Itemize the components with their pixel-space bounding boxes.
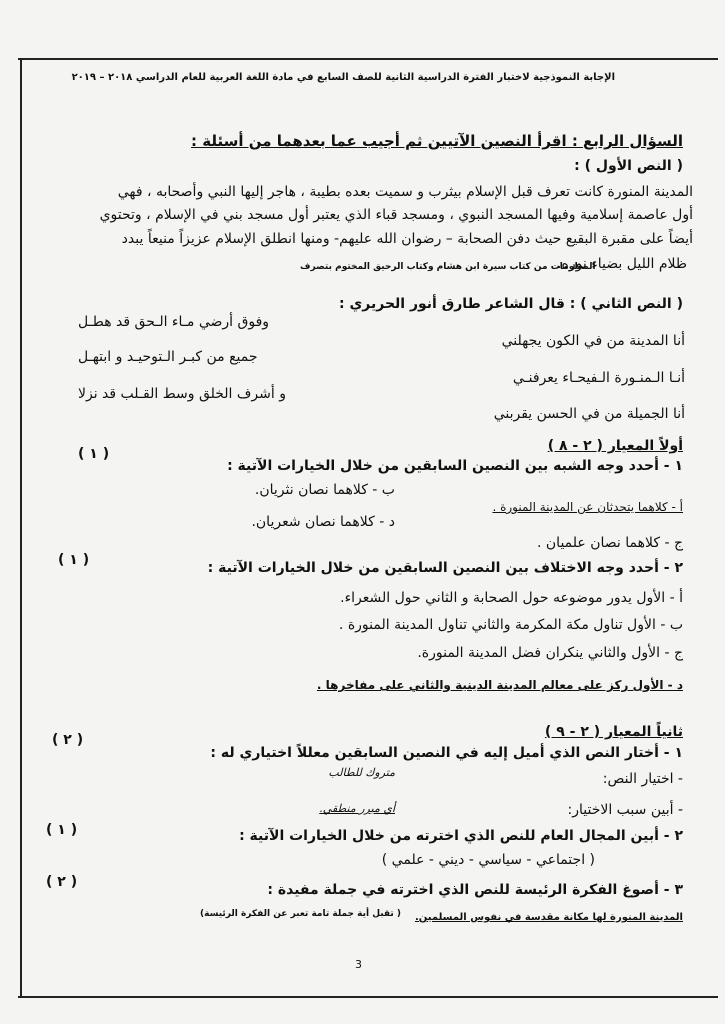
page-frame-bottom (18, 996, 718, 998)
s2-q3-answer: المدينة المنورة لها مكانة مقدسة في نفوس المسلمين. (414, 912, 683, 923)
s1-q2-text: ٢ - أحدد وجه الاختلاف بين النصين السابقين من خلال الخيارات الآتية : (207, 560, 683, 576)
s2-q3-note: ( تقبل أية جملة تامة تعبر عن الفكرة الرئيسة) (200, 909, 402, 919)
s2-q1-choice-label: - اختيار النص: (602, 771, 683, 787)
page-frame-left (20, 58, 22, 998)
section2-title: ثانياً المعيار ( ٢ - ٩ ) (544, 724, 683, 740)
s2-q1-text: ١ - أختار النص الذي أميل إليه في النصين السابقين معللاً اختياري له : (210, 745, 683, 761)
s1-q1-option-a: أ - كلاهما يتحدثان عن المدينة المنورة . (492, 500, 683, 514)
s2-q3-mark: ( ٢ ) (46, 874, 78, 890)
verse-3-right: أنا الجميلة من في الحسن يقربني (493, 406, 685, 422)
s1-q1-text: ١ - أحدد وجه الشبه بين النصين السابقين من خلال الخيارات الآتية : (227, 458, 683, 474)
exam-header: الإجابة النموذجية لاختبار الفترة الدراسية الثانية للصف السابع في مادة اللغة العربية للعام الدراسي ٢٠١٨ – ٢٠١٩ (71, 72, 615, 83)
question-4-title: السؤال الرابع : اقرأ النصين الآتيين ثم أجيب عما بعدهما من أسئلة : (191, 132, 683, 150)
s1-q1-option-d: د - كلاهما نصان شعريان. (251, 514, 395, 530)
s2-q1-reason-handnote: أي مبرر منطقي. (319, 802, 395, 815)
text1-line-2: أول عاصمة إسلامية وفيها المسجد النبوي ، ومسجد قباء الذي يعتبر أول مسجد بني في الإسلام ، وتحتوي (99, 207, 693, 223)
section1-mark: ( ١ ) (78, 446, 110, 462)
s1-q2-mark: ( ١ ) (58, 552, 90, 568)
s2-q1-mark: ( ٢ ) (52, 732, 84, 748)
section1-title: أولاً المعيار ( ٢ - ٨ ) (547, 438, 683, 454)
s2-q2-text: ٢ - أبين المجال العام للنص الذي اخترته من خلال الخيارات الآتية : (239, 828, 683, 844)
s2-q2-options: ( اجتماعي - سياسي - ديني - علمي ) (381, 852, 595, 868)
page-frame-top (18, 58, 718, 60)
text1-source: المعلومات من كتاب سيرة ابن هشام وكتاب الرحيق المختوم بتصرف (300, 262, 596, 272)
s1-q2-option-d: د - الأول ركز على معالم المدينة الدينية والثاني على مفاخرها . (316, 678, 683, 692)
s1-q2-option-b: ب - الأول تناول مكة المكرمة والثاني تناول المدينة المنورة . (338, 617, 683, 633)
s2-q1-reason-label: - أبين سبب الاختيار: (567, 802, 683, 818)
s1-q2-option-c: ج - الأول والثاني ينكران فضل المدينة المنورة. (417, 645, 683, 661)
s1-q1-option-c: ج - كلاهما نصان علميان . (537, 535, 683, 551)
verse-2-right: أنـا الـمنـورة الـفيحـاء يعرفنـي (512, 370, 685, 386)
s2-q3-text: ٣ - أصوغ الفكرة الرئيسة للنص الذي اخترته في جملة مفيدة : (267, 882, 683, 898)
verse-3-left: و أشرف الخلق وسط القـلب قد نزلا (78, 386, 286, 402)
text1-line-4: ظلام الليل بضياء نوره. (557, 256, 687, 272)
verse-1-right: أنا المدينة من في الكون يجهلني (501, 333, 685, 349)
s2-q1-handnote: متروك للطالب (328, 766, 395, 779)
s1-q1-option-b: ب - كلاهما نصان نثريان. (254, 482, 395, 498)
text2-title: ( النص الثاني ) : قال الشاعر طارق أنور الحريري : (338, 296, 683, 312)
verse-2-left: جميع من كبـر الـتوحيـد و ابتهـل (78, 349, 258, 365)
page-number: 3 (355, 958, 362, 971)
s2-q2-mark: ( ١ ) (46, 822, 78, 838)
text1-line-1: المدينة المنورة كانت تعرف قبل الإسلام بيثرب و سميت بعده بطيبة ، هاجر إليها النبي وأصحابه ، فهي (117, 184, 693, 200)
text1-line-3: أيضاً على مقبرة البقيع حيث دفن الصحابة – رضوان الله عليهم- ومنها انطلق الإسلام عزيزاً منيعاً يبدد (121, 231, 693, 247)
s1-q2-option-a: أ - الأول يدور موضوعه حول الصحابة و الثاني حول الشعراء. (340, 590, 683, 606)
verse-1-left: وفوق أرضي مـاء الـحق قد هطـل (78, 314, 270, 330)
text1-title: ( النص الأول ) : (574, 158, 683, 174)
